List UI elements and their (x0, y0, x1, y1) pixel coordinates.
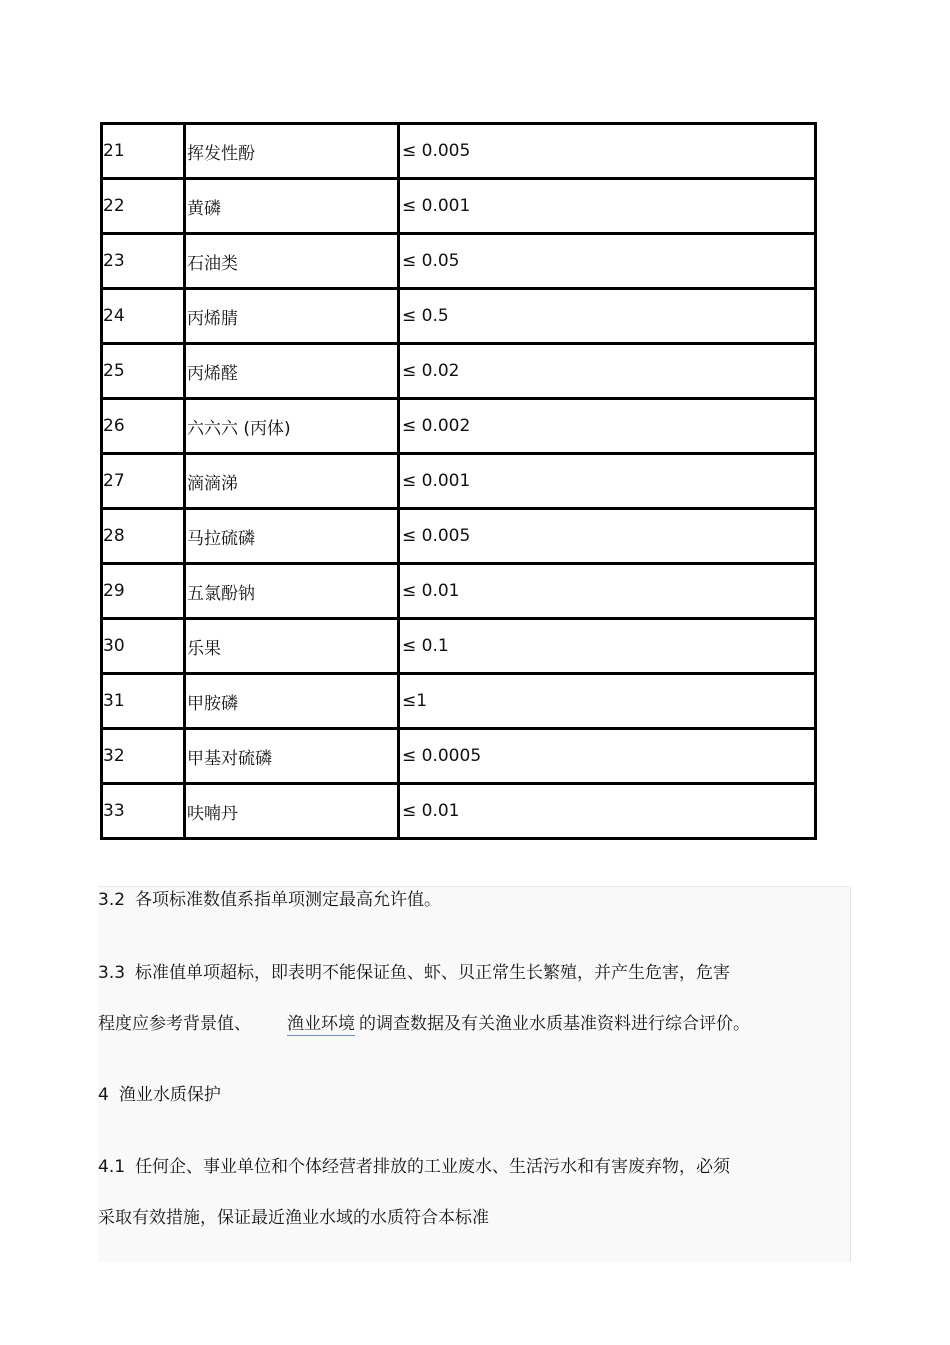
clause-number: 3.2 (98, 890, 126, 910)
table-row (102, 454, 816, 509)
clause-3-3-line-1 (98, 962, 730, 984)
item-number-cell: 27 (102, 454, 185, 509)
table-row (102, 509, 816, 564)
clause-text: 任何企、事业单位和个体经营者排放的工业废水、生活污水和有害废弃物，必须 (135, 1157, 731, 1177)
parameter-name-cell: 马拉硫磷 (185, 509, 399, 564)
section-4-heading (98, 1084, 221, 1106)
table-row (102, 344, 816, 399)
table-row (102, 234, 816, 289)
parameter-name-cell: 黄磷 (185, 179, 399, 234)
parameter-name-cell: 呋喃丹 (185, 784, 399, 839)
limit-value-cell: ≤ 0.1 (399, 619, 816, 674)
table-row (102, 124, 816, 179)
table-row (102, 729, 816, 784)
limit-value-cell: ≤ 0.001 (399, 454, 816, 509)
item-number-cell: 25 (102, 344, 185, 399)
parameter-name-cell: 五氯酚钠 (185, 564, 399, 619)
fishery-environment-link[interactable]: 渔业环境 (287, 1014, 355, 1034)
table-row (102, 179, 816, 234)
section-number: 4 (98, 1085, 109, 1105)
clause-text: 程度应参考背景值、 (98, 1014, 251, 1034)
water-quality-standards-table (100, 122, 817, 840)
parameter-name-cell: 石油类 (185, 234, 399, 289)
limit-value-cell: ≤ 0.01 (399, 564, 816, 619)
item-number-cell: 33 (102, 784, 185, 839)
parameter-name-cell: 甲基对硫磷 (185, 729, 399, 784)
parameter-name-cell: 滴滴涕 (185, 454, 399, 509)
clause-number: 4.1 (98, 1157, 126, 1177)
table-row (102, 399, 816, 454)
item-number-cell: 30 (102, 619, 185, 674)
item-number-cell: 24 (102, 289, 185, 344)
parameter-name-cell: 挥发性酚 (185, 124, 399, 179)
parameter-name-cell: 丙烯醛 (185, 344, 399, 399)
table-row (102, 289, 816, 344)
limit-value-cell: ≤ 0.001 (399, 179, 816, 234)
table-row (102, 619, 816, 674)
section-title: 渔业水质保护 (118, 1085, 221, 1105)
limit-value-cell: ≤ 0.05 (399, 234, 816, 289)
table-row (102, 674, 816, 729)
clause-number: 3.3 (98, 963, 126, 983)
notes-panel (98, 886, 851, 1262)
item-number-cell: 23 (102, 234, 185, 289)
table-row (102, 564, 816, 619)
parameter-name-cell: 六六六 (丙体) (185, 399, 399, 454)
limit-value-cell: ≤ 0.02 (399, 344, 816, 399)
clause-text: 采取有效措施，保证最近渔业水域的水质符合本标准 (98, 1208, 489, 1228)
limit-value-cell: ≤ 0.0005 (399, 729, 816, 784)
parameter-name-cell: 丙烯腈 (185, 289, 399, 344)
limit-value-cell: ≤ 0.002 (399, 399, 816, 454)
clause-4-1-line-1 (98, 1156, 730, 1178)
limit-value-cell: ≤ 0.005 (399, 124, 816, 179)
clause-text: 各项标准数值系指单项测定最高允许值。 (135, 890, 442, 910)
clause-text: 标准值单项超标，即表明不能保证鱼、虾、贝正常生长繁殖，并产生危害，危害 (135, 963, 731, 983)
item-number-cell: 28 (102, 509, 185, 564)
table-row (102, 784, 816, 839)
clause-3-2 (98, 889, 441, 911)
item-number-cell: 26 (102, 399, 185, 454)
item-number-cell: 29 (102, 564, 185, 619)
table-body (102, 124, 816, 839)
parameter-name-cell: 乐果 (185, 619, 399, 674)
item-number-cell: 21 (102, 124, 185, 179)
clause-3-3-line-2 (98, 1013, 750, 1035)
limit-value-cell: ≤ 0.005 (399, 509, 816, 564)
clause-text: 的调查数据及有关渔业水质基准资料进行综合评价。 (359, 1014, 750, 1034)
limit-value-cell: ≤1 (399, 674, 816, 729)
item-number-cell: 32 (102, 729, 185, 784)
item-number-cell: 22 (102, 179, 185, 234)
parameter-name-cell: 甲胺磷 (185, 674, 399, 729)
limit-value-cell: ≤ 0.01 (399, 784, 816, 839)
limit-value-cell: ≤ 0.5 (399, 289, 816, 344)
item-number-cell: 31 (102, 674, 185, 729)
clause-4-1-line-2 (98, 1207, 489, 1229)
